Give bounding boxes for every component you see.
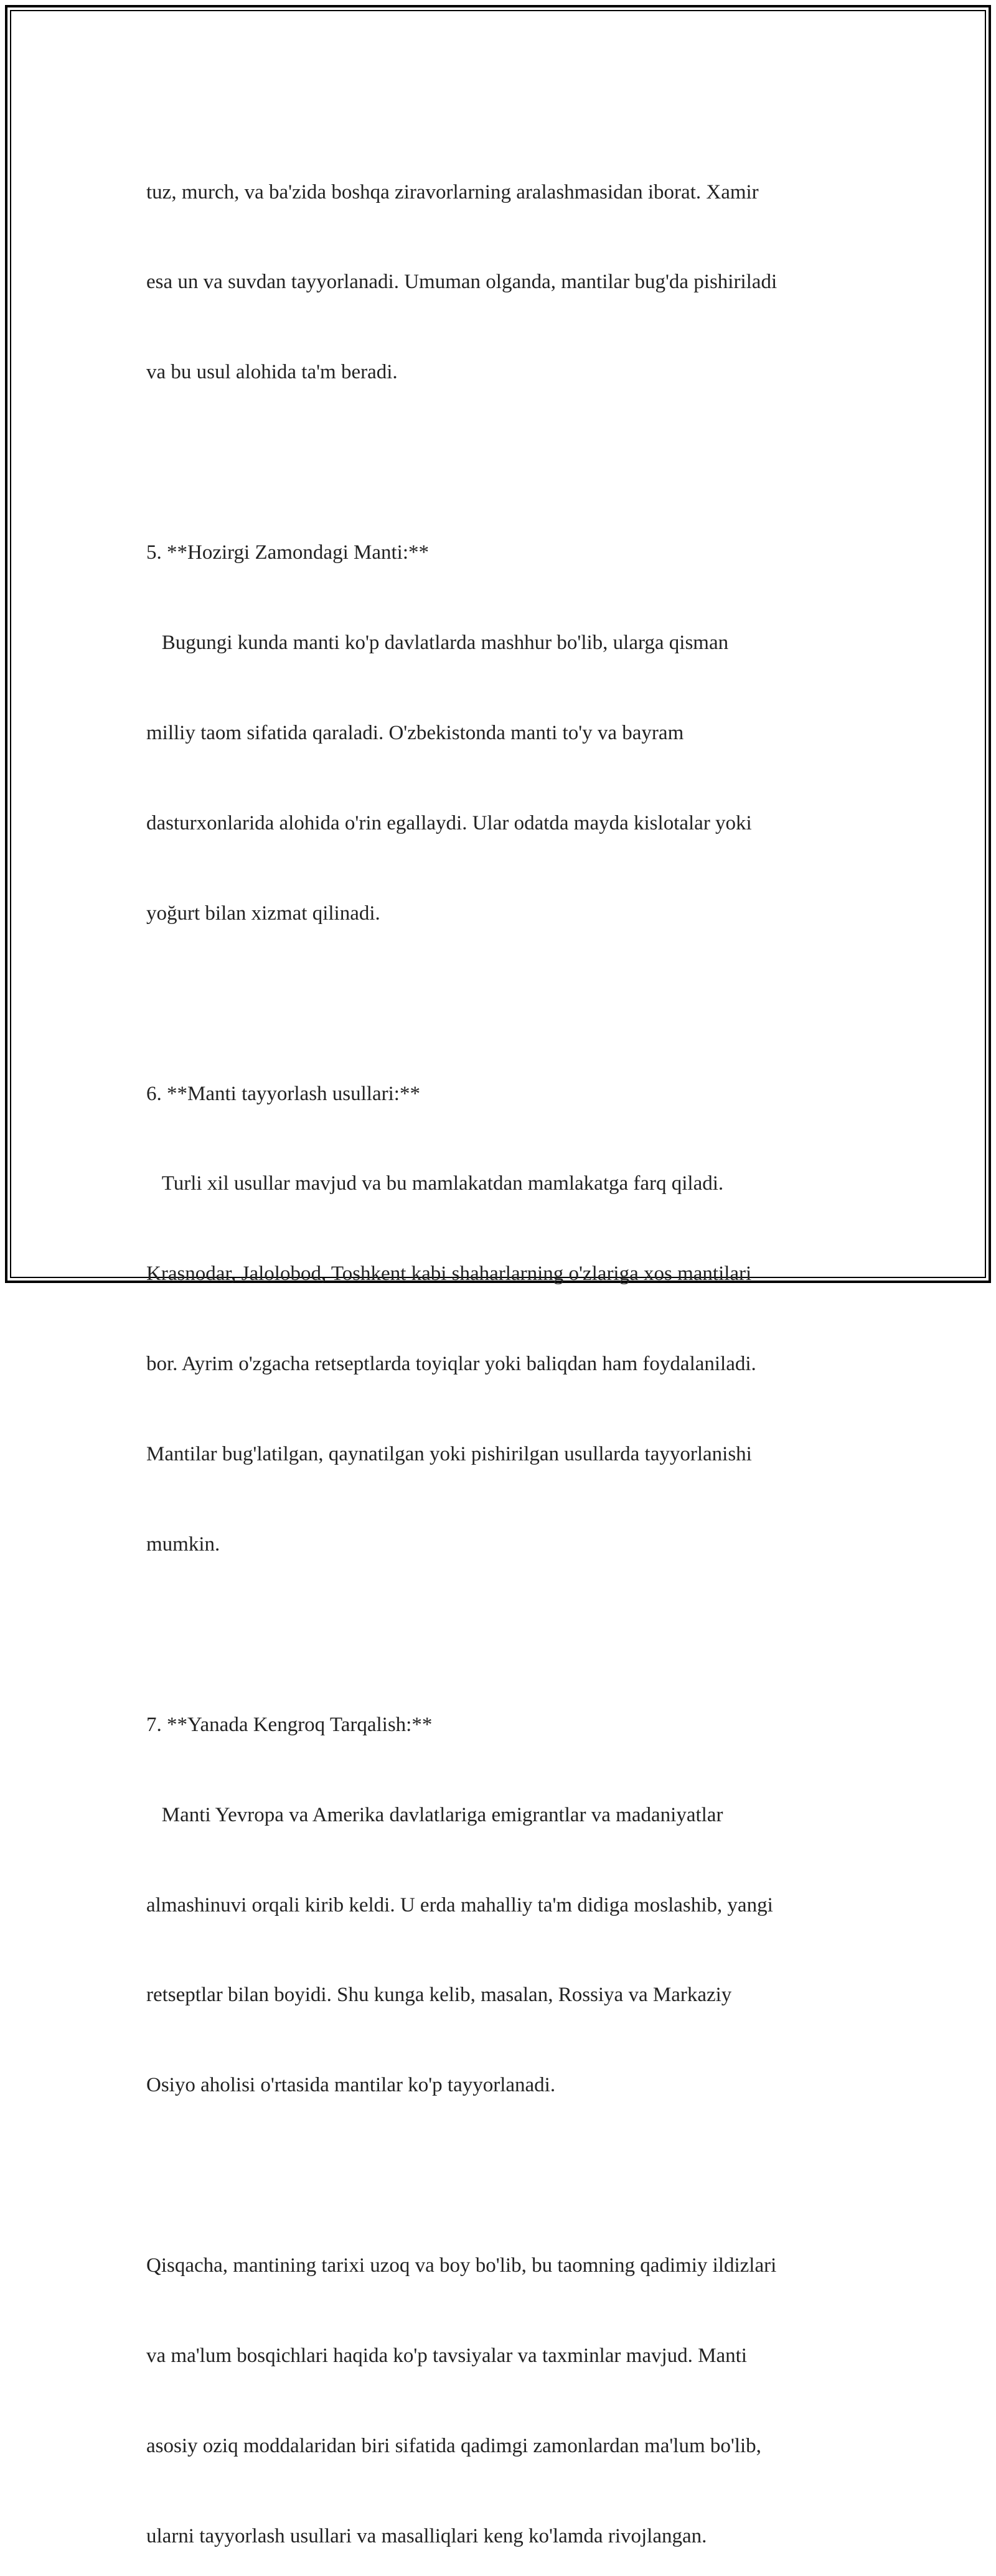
section-6-manti-tayyorlash-usullari	[146, 1019, 856, 1620]
text-line: Turli xil usullar mavjud va bu mamlakatdan mamlakatga farq qiladi.	[146, 1172, 724, 1195]
text-line: tuz, murch, va ba'zida boshqa ziravorlarning aralashmasidan iborat. Xamir	[146, 180, 759, 203]
text-line: mumkin.	[146, 1533, 220, 1556]
text-line: milliy taom sifatida qaraladi. O'zbekistonda manti to'y va bayram	[146, 721, 684, 744]
document-body	[146, 117, 856, 2576]
text-line: Osiyo aholisi o'rtasida mantilar ko'p tayyorlanadi.	[146, 2074, 556, 2097]
text-line: Bugungi kunda manti ko'p davlatlarda mashhur bo'lib, ularga qisman	[146, 632, 729, 655]
text-line: asosiy oziq moddalaridan biri sifatida qadimgi zamonlardan ma'lum bo'lib,	[146, 2434, 761, 2457]
text-line: Mantilar bug'latilgan, qaynatilgan yoki pishirilgan usullarda tayyorlanishi	[146, 1443, 752, 1466]
text-line: va bu usul alohida ta'm beradi.	[146, 361, 398, 384]
summary-paragraph	[146, 2190, 856, 2576]
text-line: ularni tayyorlash usullari va masalliqlari keng ko'lamda rivojlangan.	[146, 2524, 707, 2547]
text-line: retseptlar bilan boyidi. Shu kunga kelib, masalan, Rossiya va Markaziy	[146, 1984, 732, 2007]
text-line: Qisqacha, mantining tarixi uzoq va boy bo'lib, bu taomning qadimiy ildizlari	[146, 2254, 777, 2277]
section-heading: 5. **Hozirgi Zamondagi Manti:**	[146, 541, 429, 564]
text-line: dasturxonlarida alohida o'rin egallaydi. Ular odatda mayda kislotalar yoki	[146, 811, 752, 834]
text-line: va ma'lum bosqichlari haqida ko'p tavsiyalar va taxminlar mavjud. Manti	[146, 2344, 747, 2367]
text-line: almashinuvi orqali kirib keldi. U erda mahalliy ta'm didiga moslashib, yangi	[146, 1893, 773, 1916]
paragraph-1	[146, 117, 856, 447]
text-line: yoğurt bilan xizmat qilinadi.	[146, 902, 380, 925]
section-heading: 6. **Manti tayyorlash usullari:**	[146, 1082, 420, 1105]
section-7-yanada-kengroq-tarqalish	[146, 1650, 856, 2160]
section-5-hozirgi-zamondagi-manti	[146, 478, 856, 989]
text-line: Manti Yevropa va Amerika davlatlariga emigrantlar va madaniyatlar	[146, 1803, 723, 1826]
text-line: esa un va suvdan tayyorlanadi. Umuman olganda, mantilar bug'da pishiriladi	[146, 271, 778, 294]
text-line: bor. Ayrim o'zgacha retseptlarda toyiqlar yoki baliqdan ham foydalaniladi.	[146, 1353, 756, 1376]
text-line: Krasnodar, Jalolobod, Toshkent kabi shaharlarning o'zlariga xos mantilari	[146, 1262, 752, 1286]
section-heading: 7. **Yanada Kengroq Tarqalish:**	[146, 1713, 433, 1736]
